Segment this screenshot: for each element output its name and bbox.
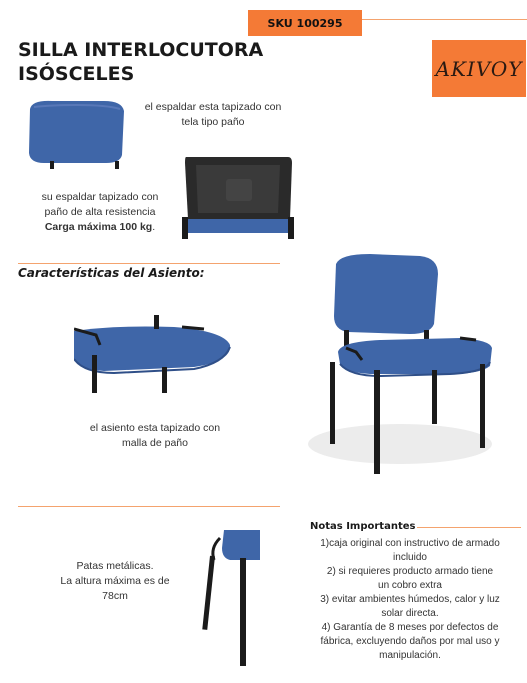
max-load-line: [20, 220, 180, 235]
seat-text-line-2: malla de paño: [122, 437, 188, 449]
note-1-line-2: incluido: [393, 552, 427, 563]
note-4-line-1: 4) Garantía de 8 meses por defectos de: [321, 622, 499, 633]
notes-title: Notas Importantes: [310, 521, 416, 532]
header-divider: [362, 19, 527, 20]
backrest-rear-image: [180, 153, 298, 241]
note-3-line-1: 3) evitar ambientes húmedos, calor y luz: [320, 594, 500, 605]
note-4-line-2: fábrica, excluyendo daños por mal uso y: [320, 636, 500, 647]
note-item: [294, 565, 526, 593]
legs-description: [40, 559, 190, 604]
backrest-spec-line-2: paño de alta resistencia: [44, 206, 156, 218]
section-divider-top: [18, 263, 280, 264]
legs-text-line-1: Patas metálicas.: [76, 560, 154, 572]
note-item: [294, 621, 526, 663]
seat-description: [70, 421, 240, 451]
notes-divider: [417, 527, 521, 528]
title-line-1: SILLA INTERLOCUTORA: [18, 39, 264, 61]
backrest-text-line-1: el espaldar esta tapizado con: [144, 101, 282, 113]
notes-list: [294, 537, 526, 663]
legs-closeup-image: [200, 530, 262, 670]
legs-text-line-2: La altura máxima es de: [60, 575, 170, 587]
seat-text-line-1: el asiento esta tapizado con: [89, 422, 221, 434]
note-item: [294, 537, 526, 565]
seat-closeup-image: [74, 315, 234, 393]
backrest-description: [128, 100, 298, 130]
note-3-line-2: solar directa.: [381, 608, 439, 619]
title-line-2: ISÓSCELES: [18, 63, 135, 85]
full-chair-image: [300, 252, 510, 482]
backrest-spec-line-1: su espaldar tapizado con: [41, 191, 159, 203]
note-4-line-3: manipulación.: [379, 650, 441, 661]
product-title: [18, 38, 318, 86]
max-load-suffix: .: [152, 221, 156, 233]
section-divider-bottom: [18, 506, 280, 507]
brand-logo-text: AKIVOY: [435, 56, 523, 81]
sku-badge: SKU 100295: [248, 10, 362, 36]
note-item: [294, 593, 526, 621]
max-load-text: Carga máxima 100 kg: [44, 221, 153, 233]
note-1-line-1: 1)caja original con instructivo de armado: [320, 538, 500, 549]
note-2-line-1: 2) si requieres producto armado tiene: [326, 566, 494, 577]
legs-text-line-3: 78cm: [102, 590, 128, 602]
backrest-text-line-2: tela tipo paño: [181, 116, 245, 128]
note-2-line-2: un cobro extra: [378, 580, 442, 591]
seat-section-title: Características del Asiento:: [18, 266, 205, 280]
brand-logo: [432, 40, 526, 97]
backrest-front-image: [22, 97, 132, 172]
backrest-spec: [20, 190, 180, 235]
